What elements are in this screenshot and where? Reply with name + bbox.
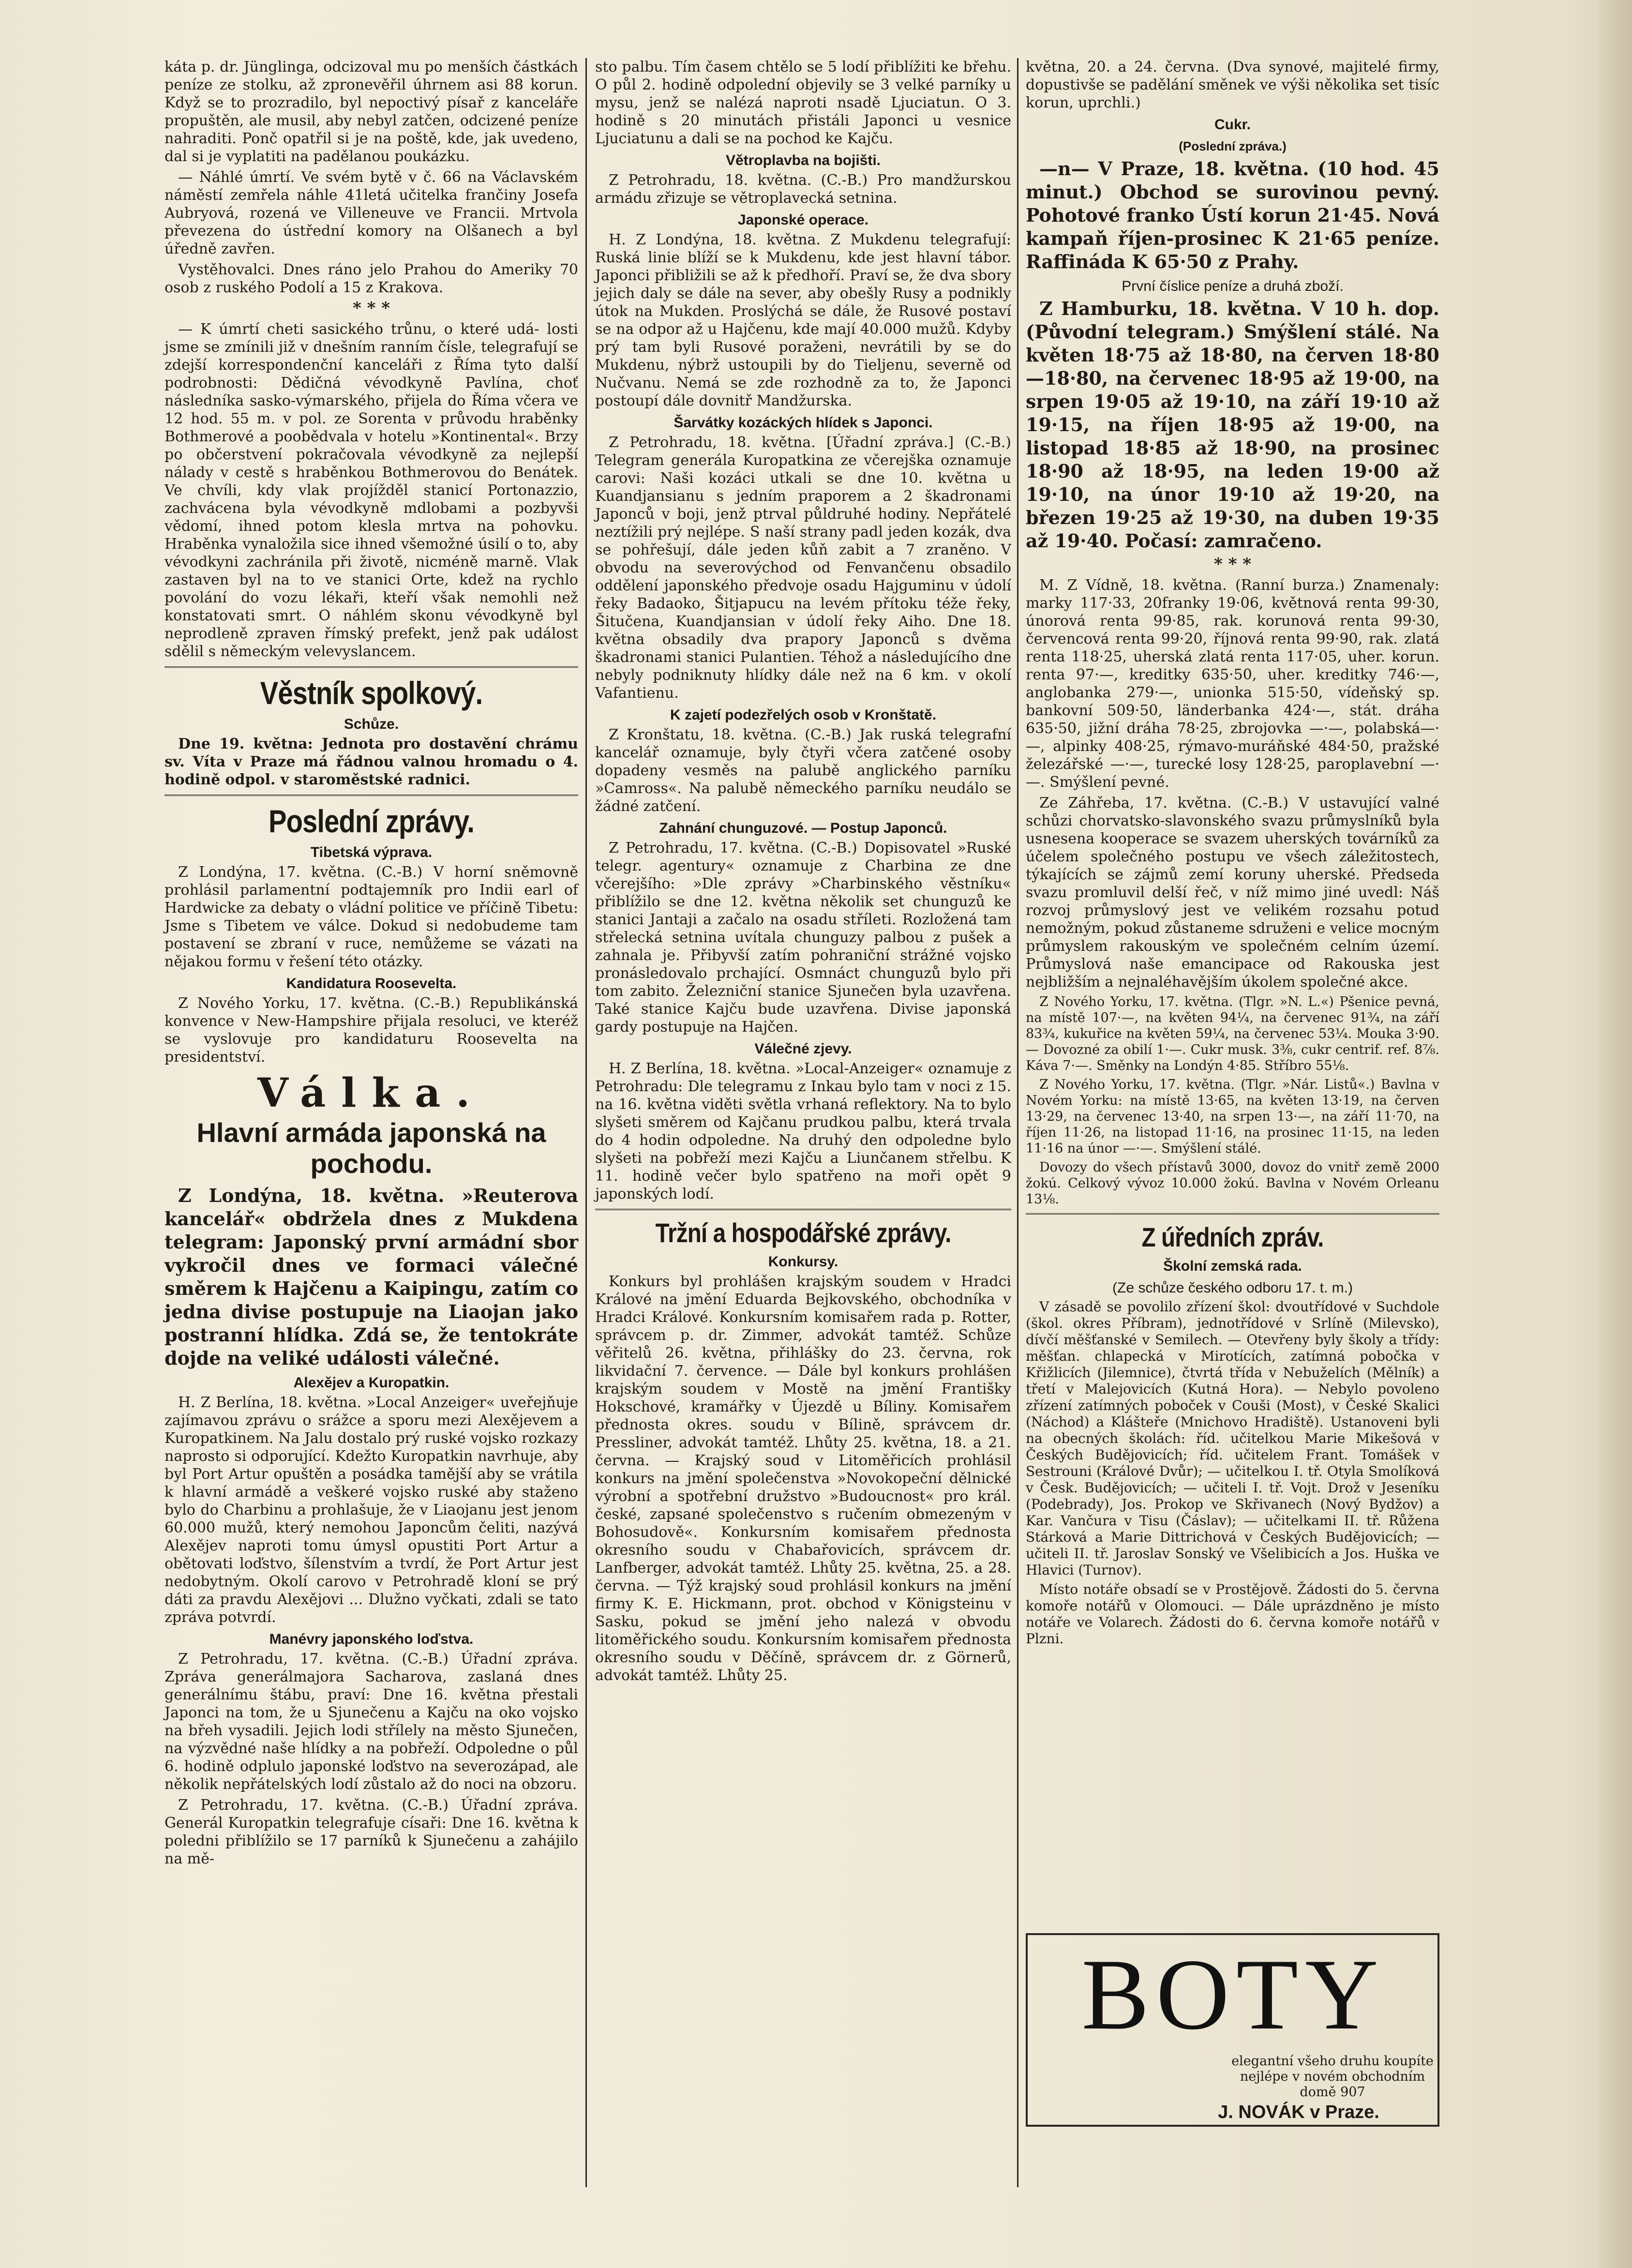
subheading-note: (Poslední zpráva.)	[1179, 139, 1287, 153]
article-text: Z Petrohradu, 18. května. (C.-B.) Pro mandžurskou armádu zřizuje se větroplavecká setnina.	[595, 172, 1011, 207]
article-text: M. Z Vídně, 18. května. (Ranní burza.) Znamenaly: marky 117·33, 20franky 19·06, květnová renta 99·30, únorová renta 99·85, rak. korunová renta 99·30, červencová renta 99·20, říjnová renta 99·90, rak. zlatá renta 118·25, uherská zlatá renta 117·05, uher. korun. renta 97·—, kreditky 635·50, uher. kreditky 746·—, anglobanka 279·—, unionka 515·50, vídeňský sp. bankovní 509·50, länderbanka 424·—, stát. dráha 635·50, jižní dráha 78·25, zbrojovka —·—, polabská—·—, alpinky 408·25, rýmavo-muráňské 484·50, pražské železářské —·—, turecké losy 128·25, paroplavební —·—. Smýšlení pevné.	[1026, 577, 1439, 791]
divider	[165, 666, 578, 668]
article-text: Místo notáře obsadí se v Prostějově. Žádosti do 5. června komoře notářů v Olomouci. — Dále uprázdněno je místo notáře ve Volarech. Žádosti do 6. června komoře notářů v Plzni.	[1026, 1581, 1439, 1647]
article-text: — K úmrtí cheti sasického trůnu, o které udá- losti jsme se zmínili již v dnešním ranním čísle, telegrafují se zdejší korrespondenční kanceláři z Říma tyto další podrobnosti: Dědičná vévodkyně Pavlína, choť následníka sasko-výmarského, přijela do Říma včera ve 12 hod. 55 m. v pol. ze Sorenta v průvodu hraběnky Bothmerové a poobědvala v hotelu »Kontinental«. Brzy po občerstvení pokračovala vévodkyně za nejlepší nálady v cestě s hraběnkou Bothmerovou do Benátek. Ve chvíli, kdy vlak projížděl stanicí Portonazzio, zachvácena byla vévodkyně mdlobami a pozbyvši vědomí, ihned potom klesla mrtva na pohovku. Hraběnka vynaložila sice ihned všemožné úsilí o to, aby vévodkyni zachránila při životě, nicméně marně. Vlak zastaven byl na to ve stanici Orte, kdež na rychlo povolání do vozu lékaři, kteří však nemohli než konstatovati smrt. O náhlém skonu vévodkyně byl neprodleně zpraven římský prefekt, jenž pak událost sdělil s německým velevyslancem.	[165, 321, 578, 660]
page-edge	[1598, 0, 1632, 2268]
ad-firm: J. NOVÁK v Praze.	[1218, 2102, 1379, 2122]
column-3	[1026, 58, 1439, 1650]
subheading: Schůze.	[344, 716, 399, 732]
ad-brand: BOTY	[1081, 1938, 1385, 2051]
subheading: Kandidatura Roosevelta.	[286, 976, 457, 991]
article-text: H. Z Berlína, 18. května. »Local Anzeiger« uveřejňuje zajímavou zprávu o srážce a sporu mezi Alexějevem a Kuropatkinem. Na Jalu dostalo prý ruské vojsko rozkazy naprosto si odporující. Kdežto Kuropatkin navrhuje, aby byl Port Artur opuštěn a posádka tamější aby se vrátila k hlavní armádě a veškeré vojsko ruské aby staženo bylo do Charbinu a prohlašuje, že v Liaojanu jest jenom 60.000 mužů, který nemohou Japoncům čeliti, nazývá Alexějev naproti tomu úmysl opustiti Port Artur a obětovati loďstvo, šílenstvím a tvrdí, že Port Artur jest nedobytným. Okolí carovo v Petrohradě kloní se prý dáti za pravdu Alexějovi ... Dlužno vyčkati, zdali se tato zpráva potvrdí.	[165, 1394, 578, 1626]
article-text: Z Nového Yorku, 17. května. (C.-B.) Republikánská konvence v New-Hampshire přijala resoluci, ve kteréž se vyslovuje pro kandidaturu Roosevelta na presidentství.	[165, 995, 578, 1066]
section-title: Tržní a hospodářské zprávy.	[655, 1217, 951, 1248]
section-title: Z úředních zpráv.	[1141, 1222, 1324, 1252]
divider	[165, 795, 578, 796]
war-heading: Válka.	[257, 1070, 485, 1116]
subheading: Cukr.	[1214, 117, 1251, 133]
subheading: Šarvátky kozáckých hlídek s Japonci.	[674, 415, 933, 431]
article-text: Z Londýna, 17. května. (C.-B.) V horní sněmovně prohlásil parlamentní podtajemník pro Indii earl of Hardwicke za debaty o vládní politice ve příčině Tibetu: Jsme s Tibetem ve válce. Dokud si nedobudeme tam postavení se zbraní v ruce, nemůžeme se vázati na nějakou formu v řešení této otázky.	[165, 864, 578, 970]
article-text: káta p. dr. Jünglinga, odcizoval mu po menších částkách peníze ze stolku, až zpronevěřil úhrnem asi 88 korun. Když se to prozradilo, byl nepoctivý písař z kanceláře propuštěn, ale musil, aby nebyl zatčen, odcizené peníze nahraditi. Ponč opatřil si je na poště, kde, jak uvedeno, dal si je vyplatiti na padělanou poukázku.	[165, 59, 578, 165]
article-text-bold: Z Hamburku, 18. května. V 10 h. dop. (Původní telegram.) Smýšlení stálé. Na květen 18·75 až 18·80, na červen 18·80—18·80, na červenec 18·95 až 19·00, na srpen 19·05 až 19·10, na září 19·10 až 19·15, na říjen 18·95 až 19·00, na listopad 18·85 až 18·90, na prosinec 18·90 až 18·95, na leden 19·00 až 19·10, na únor 19·10 až 19·20, na březen 19·25 až 19·30, na duben 19·35 až 19·40. Počasí: zamračeno.	[1026, 298, 1439, 552]
article-text: května, 20. a 24. června. (Dva synové, majitelé firmy, dopustivše se padělání směnek ve výši několika set tisíc korun, uprchli.)	[1026, 59, 1439, 111]
divider	[1026, 1213, 1439, 1215]
section-title: Věstník spolkový.	[260, 675, 483, 711]
article-text: Konkurs byl prohlášen krajským soudem v Hradci Králové na jmění Eduarda Bejkovského, obchodníka v Hradci Králové. Konkursním komisařem rada p. Rotter, správcem p. dr. Zimmer, advokát tamtéž. Schůze věřitelů 26. května, přihlášky do 23. června, rok likvidační 7. července. — Dále byl konkurs prohlášen krajským soudem v Mostě na jmění Františky Hokschové, kramářky v Újezdě u Bíliny. Komisařem přednosta okres. soudu v Bílině, správcem dr. Pressliner, advokát tamtéž. Lhůty 25. května, 18. a 21. června. — Krajský soud v Litoměřicích prohlásil konkurs na jmění společenstva »Novokopeční dělnické výrobní a spotřební družstvo »Budoucnost« pro král. české, zapsané společenstvo s ručením obmezeným v Bohosudově«. Konkursním komisařem přednosta okresního soudu v Chabařovicích, správcem dr. Lanfberger, advokát tamtéž. Lhůty 25. května, 25. a 28. června. — Týž krajský soud prohlásil konkurs na jmění firmy K. E. Hickmann, prot. obchod v Königsteinu v Sasku, pokud se jmění jeho nalezá v obvodu litoměřického soudu. Konkursním komisařem přednosta okresního soudu v Děčíně, správcem dr. z Görnerů, advokát tamtéž. Lhůty 25.	[595, 1273, 1011, 1684]
article-text: Z Petrohradu, 17. května. (C.-B.) Úřadní zpráva. Zpráva generálmajora Sacharova, zaslaná dnes generálnímu štábu, praví: Dne 16. května přestali Japonci na tom, že u Sjunečenu a Kajču na oko vojsko na břeh vysadili. Jejich lodi střílely na město Sjunečen, na výzvědné naše hlídky a na pobřeží. Odpoledne o půl 6. hodině odplulo japonské loďstvo na severozápad, ale několik nepřátelských lodí zůstalo až do noci na obzoru.	[165, 1651, 578, 1793]
article-text: Ze Záhřeba, 17. května. (C.-B.) V ustavující valné schůzi chorvatsko-slavonského svazu průmyslníků byla usnesena kooperace se svazem uherských továrníků za účelem společného postupu ve všech záležitostech, týkajících se zájmů zemí koruny uherské. Předseda svazu promluvil delší řeč, v níž mimo jiné uvedl: Náš rozvoj průmyslový jest ve velikém rozsahu potud nemožným, pokud zůstaneme sdruženi e velice mocným průmyslem rakouským ve společném celním území. Průmyslová naše emancipace od Rakouska jest nejbližším a nejnaléhavějším úkolem společné akce.	[1026, 795, 1439, 991]
advertisement	[1026, 1933, 1439, 2127]
column-rule	[585, 58, 587, 2187]
subheading: Alexějev a Kuropatkin.	[293, 1375, 449, 1391]
separator-stars: * * *	[352, 299, 390, 318]
article-text: Z Petrohradu, 17. května. (C.-B.) Úřadní zpráva. Generál Kuropatkin telegrafuje císaři: Dne 16. května k poledni přiblížilo se 17 parníků k Sjunečenu a zahájilo na mě-	[165, 1797, 578, 1867]
article-text: Z Petrohradu, 17. května. (C.-B.) Dopisovatel »Ruské telegr. agentury« oznamuje z Charbina ze dne včerejšího: »Dle zprávy »Charbinského věstníku« přiblížilo se dne 12. května několik set chunguzů ke stanici Jantaji a začalo na osadu stříleti. Rozložená tam střelecká setnina uvítala chunguzy palbou z pušek a zahnala je. Přibyvší zatím pohraniční strážné vojsko pronásledovalo prchající. Osmnáct chunguzů bylo při tom zabito. Železniční stanice Sjunečen byla uzavřena. Také stanice Kajču bude uzavřena. Divise japonská gardy postupuje na Hajčen.	[595, 840, 1011, 1036]
subheading: Větroplavba na bojišti.	[725, 152, 881, 168]
article-text: H. Z Londýna, 18. května. Z Mukdenu telegrafují: Ruská linie blíží se k Mukdenu, kde jest hlavní tábor. Japonci přibližili se až k předhoří. Praví se, že dva sbory jejich daly se dále na sever, aby obešly Rusy a podnikly útok na Mukden. Proslýchá se dále, že Rusové postaví se na odpor až u Hajčenu, kde mají 40.000 mužů. Kdyby prý tam byli Rusové poraženi, nevrátili by se do Mukdenu, nýbrž ustoupili by do Tieljenu, severně od Nučvanu. Nemá se zde rozhodně za to, že Japonci postoupí dále dovnitř Mandžurska.	[595, 231, 1011, 409]
article-text: V zásadě se povolilo zřízení škol: dvoutřídové v Suchdole (škol. okres Příbram), jednotřídové v Srlíně (Milevsko), dívčí měšťanské v Semilech. — Otevřeny byly školy a třídy: měšťan. chlapecká v Mirotících, zatímná pobočka v Křižlicích (Jilemnice), čtvrtá třída v Nebuželích (Mělník) a třetí v Malejovicích (Kutná Hora). — Nebylo povoleno zřízení zatímných poboček v Couši (Most), v České Skalici (Náchod) a Klášteře (Mnichovo Hradiště). Ustanoveni byli na obecných školách: říd. učitelkou Marie Mikešová v Českých Budějovicích; říd. učitelem Frant. Tomášek v Sestrouni (Králové Dvůr); — učitelkou I. tř. Otyla Smolíková v Česk. Budějovicích; — učiteli I. tř. Vojt. Drož v Jeseníku (Podebrady), Jos. Prokop ve Skřivanech (Nový Bydžov) a Kar. Vančura v Tisu (Čáslav); — učitelkami II. tř. Růžena Stárková a Marie Dittrichová v Českých Budějovicích; — učiteli II. tř. Jaroslav Sonský ve Všelibicích a Jos. Huška ve Hlavici (Turnov).	[1026, 1299, 1439, 1578]
subheading: Tibetská výprava.	[310, 844, 433, 860]
subheading: Manévry japonského loďstva.	[269, 1631, 474, 1647]
article-text: sto palbu. Tím časem chtělo se 5 lodí přiblížiti ke břehu. O půl 2. hodině odpolední objevily se 3 velké parníky u mysu, jenž se nalézá naproti nsadě Ljuciatun. O 3. hodině s 20 minutách přistáli Japonci u vesnice Ljuciatunu a dali se na pochod ke Kajču.	[595, 59, 1011, 147]
article-text-bold: —n— V Praze, 18. května. (10 hod. 45 minut.) Obchod se surovinou pevný. Pohotové franko Ústí korun 21·45. Nová kampaň říjen-prosinec K 21·65 peníze. Raffináda K 65·50 z Prahy.	[1026, 158, 1439, 272]
headline: Hlavní armáda japonská na pochodu.	[196, 1117, 546, 1179]
article-text: Dovozy do všech přístavů 3000, dovoz do vnitř země 2000 žokú. Celkový vývoz 10.000 žokú. Bavlna v Novém Orleanu 13⅛.	[1026, 1160, 1439, 1207]
subheading: Konkursy.	[768, 1254, 838, 1270]
subheading: Japonské operace.	[737, 212, 869, 228]
article-text: Z Petrohradu, 18. května. [Úřadní zpráva.] (C.-B.) Telegram generála Kuropatkina ze včerejška oznamuje carovi: Naši kozáci utkali se dne 10. května u Kuandjansianu s jedním praporem a 2 škadronami Japonců v boji, jenž ptrval půldruhé hodiny. Nepřátelé neztížili prý nejlépe. S naší strany padl jeden kozák, dva se pohřešují, dále jeden kůň zabit a 7 zraněno. V obvodu na severovýchod od Fenvančenu obsadilo oddělení japonského předvoje osadu Hajguminu v údolí řeky Badaoko, Šitjapucu na levém přítoku téže řeky, Šitučena, Kuandjansian v údolí řeky Aiho. Dne 18. května obsadily dva prapory Japonců s dvěma škadronami stanici Pulantien. Téhož a následujícího dne nebyly podniknuty hlídky dále než na 6 km. v okolí Vafantienu.	[595, 434, 1011, 702]
subheading: Školní zemská rada.	[1163, 1258, 1302, 1274]
note: První číslice peníze a druhá zboží.	[1122, 278, 1344, 294]
section-title: Poslední zprávy.	[269, 803, 474, 839]
article-text: Z Kronštatu, 18. května. (C.-B.) Jak ruská telegrafní kancelář oznamuje, byly čtyři včera zatčené osoby dopadeny vesměs na palubě anglického parníku »Camross«. Na palubě německého parníku neudálo se žádné zatčení.	[595, 726, 1011, 815]
article-text: H. Z Berlína, 18. května. »Local-Anzeiger« oznamuje z Petrohradu: Dle telegramu z Inkau bylo tam v noci z 15. na 16. května viděti světla vrhaná reflektory. Na to bylo slyšeti směrem od Kajčanu prudkou palbu, která trvala do 4 hodin odpoledne. Na druhý den odpoledne bylo slyšeti na pobřeží mezi Kajču a Liunčanem střelbu. K 11. hodině večer bylo spatřeno na moři opět 9 japonských lodí.	[595, 1060, 1011, 1202]
column-rule	[1017, 58, 1018, 2187]
divider	[595, 1209, 1011, 1210]
column-1	[165, 58, 578, 1871]
subheading-note: (Ze schůze českého odboru 17. t. m.)	[1112, 1280, 1353, 1296]
article-text: Z Nového Yorku, 17. května. (Tlgr. »N. L.«) Pšenice pevná, na místě 107·—, na květen 94¼, na červenec 91¾, na září 83¾, kukuřice na květen 59¼, na červenec 53¼. Mouka 3·90. — Dovozné za obilí 1·—. Cukr musk. 3⅜, cukr centrif. ref. 8⅞. Káva 7·—. Směnky na Londýn 4·85. Stříbro 55⅛.	[1026, 994, 1439, 1073]
subheading: K zajetí podezřelých osob v Kronštatě.	[670, 707, 937, 723]
article-text-bold: Z Londýna, 18. května. »Reuterova kancelář« obdržela dnes z Mukdena telegram: Japonský první armádní sbor vykročil dnes ve formaci válečné směrem k Hajčenu a Kaipingu, zatím co jedna divise postupuje na Liaojan jako postranní hlídka. Zdá se, že tentokráte dojde na veliké události válečné.	[165, 1185, 578, 1369]
column-2	[595, 58, 1011, 1687]
article-text: Vystěhovalci. Dnes ráno jelo Prahou do Ameriky 70 osob z ruského Podolí a 15 z Krakova.	[165, 261, 578, 296]
article-text: Z Nového Yorku, 17. května. (Tlgr. »Nár. Listů«.) Bavlna v Novém Yorku: na místě 13·65, na květen 13·19, na červen 13·29, na červenec 13·40, na srpen 13·—, na září 11·70, na říjen 11·26, na listopad 11·16, na prosinec 11·15, na leden 11·16 na únor —·—. Smýšlení stálé.	[1026, 1077, 1439, 1156]
subheading: Zahnání chunguzové. — Postup Japonců.	[659, 820, 947, 836]
article-text: — Náhlé úmrtí. Ve svém bytě v č. 66 na Václavském náměstí zemřela náhle 41letá učitelka frančiny Josefa Aubryová, rozená ve Villeneuve ve Francii. Mrtvola převezena do ústřední komory na Olšanech a byl úředně zavřen.	[165, 169, 578, 257]
subheading: Válečné zjevy.	[754, 1041, 852, 1057]
article-text: Dne 19. května: Jednota pro dostavění chrámu sv. Víta v Praze má řádnou valnou hromadu o 4. hodině odpol. v staroměstské radnici.	[165, 736, 578, 788]
ad-text: elegantní všeho druhu koupíte nejlépe v novém obchodním domě 907	[1231, 2054, 1434, 2100]
separator-stars: * * *	[1213, 555, 1251, 574]
